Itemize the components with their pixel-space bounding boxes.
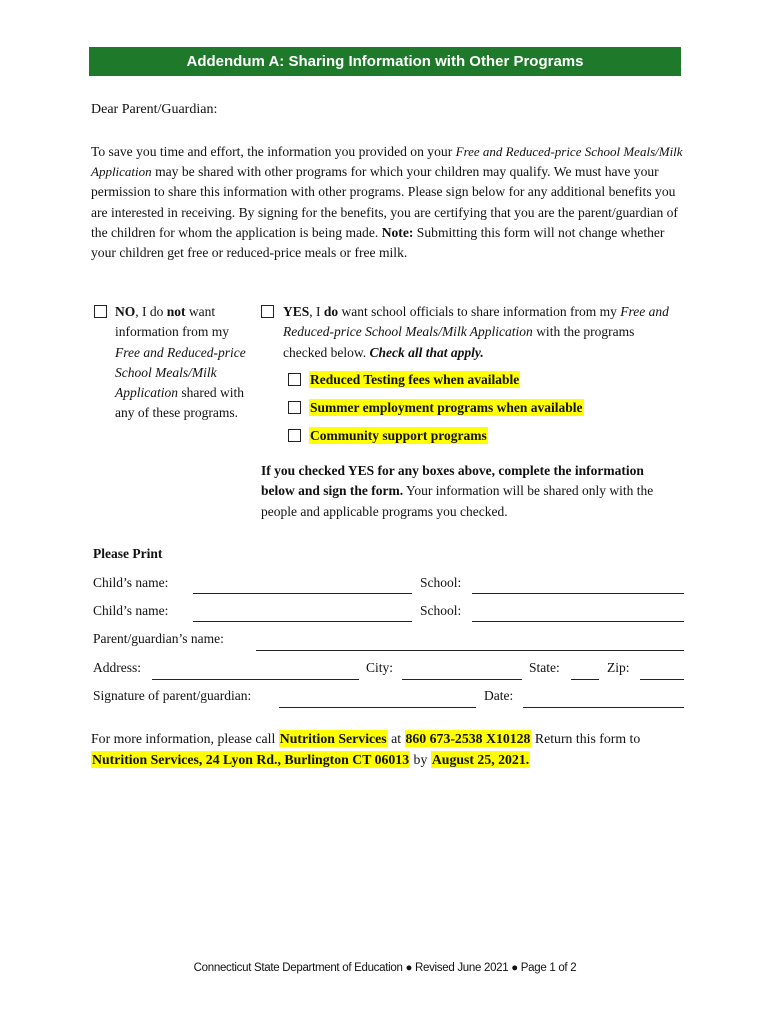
check-all-label: Check all that apply. <box>369 344 484 360</box>
state-label: State: <box>529 660 560 675</box>
no-checkbox[interactable] <box>94 305 107 318</box>
if-yes-bold: If you checked YES for any boxes above, complete the information below and sign the form. <box>261 463 644 499</box>
return-deadline: August 25, 2021. <box>431 751 530 767</box>
school-label-1: School: <box>420 575 462 590</box>
state-field[interactable] <box>571 679 599 680</box>
intro-app-name: Free and Reduced-price School Meals/Milk Application <box>91 144 683 180</box>
yes-checkbox[interactable] <box>261 305 274 318</box>
parent-name-label: Parent/guardian’s name: <box>93 631 224 646</box>
option-yes-text <box>283 302 681 363</box>
more-info-t2: at <box>387 731 405 746</box>
more-info-t3: Return this form to <box>531 731 641 746</box>
more-info-t4: by <box>410 751 431 767</box>
date-label: Date: <box>484 688 514 703</box>
page-title: Addendum A: Sharing Information with Other Programs <box>186 53 584 70</box>
contact-name: Nutrition Services <box>279 731 387 746</box>
option-no-app-name: Free and Reduced-price School Meals/Milk Application <box>115 344 246 401</box>
option-yes-do: do <box>323 304 339 319</box>
date-field[interactable] <box>523 707 684 708</box>
if-yes-rest: Your information will be shared only with the people and applicable programs you checked. <box>261 483 654 519</box>
intro-paragraph <box>91 142 689 263</box>
option-no <box>94 302 254 424</box>
zip-label: Zip: <box>607 660 630 675</box>
option-no-t2: want information from my <box>115 304 229 340</box>
signature-field[interactable] <box>279 707 476 708</box>
childs-name-label-1: Child’s name: <box>93 575 169 590</box>
program-checkbox-summer-employment[interactable] <box>288 401 301 414</box>
option-yes-bold: YES <box>283 304 310 319</box>
option-yes-t2: want school officials to share information from my <box>338 304 621 319</box>
program-checkbox-community-support[interactable] <box>288 429 301 442</box>
program-checklist <box>288 370 584 454</box>
parent-name-field[interactable] <box>256 650 684 651</box>
page-title-banner <box>89 47 681 76</box>
intro-note-label: Note: <box>381 224 414 240</box>
option-yes-t3: with the programs checked below. <box>283 324 635 360</box>
option-no-not: not <box>166 304 186 319</box>
return-address: Nutrition Services, 24 Lyon Rd., Burlington CT 06013 <box>92 751 410 767</box>
intro-text-1: To save you time and effort, the information you provided on your <box>91 144 456 159</box>
program-item <box>288 426 584 454</box>
childs-name-field-1[interactable] <box>193 593 412 594</box>
childs-name-label-2: Child’s name: <box>93 603 169 618</box>
program-item <box>288 370 584 398</box>
address-field[interactable] <box>152 679 359 680</box>
school-field-2[interactable] <box>472 621 684 622</box>
intro-text-3: Submitting this form will not change whether your children get free or reduced-price meals or free milk. <box>91 224 665 261</box>
salutation: Dear Parent/Guardian: <box>91 102 218 117</box>
intro-text-2: may be shared with other programs for which your children may qualify. We must have your permission to share this information with other programs. Please sign below for any additional benefits you are interested in receiving. By signing for the benefits, you are certifying that you are the parent/guardian of the children for whom the application is being made. <box>91 164 678 240</box>
option-no-t3: shared with any of these programs. <box>115 385 244 421</box>
option-no-t1: , I do <box>135 304 167 319</box>
more-info-paragraph <box>91 729 691 770</box>
address-label: Address: <box>93 660 141 675</box>
city-label: City: <box>366 660 394 675</box>
program-checkbox-reduced-testing[interactable] <box>288 373 301 386</box>
contact-phone: 860 673-2538 X10128 <box>405 731 531 746</box>
option-no-bold: NO <box>115 304 136 319</box>
if-yes-instructions <box>261 461 661 522</box>
page-footer: Connecticut State Department of Education ● Revised June 2021 ● Page 1 of 2 <box>193 962 577 974</box>
program-label: Community support programs <box>310 428 487 443</box>
option-no-text <box>115 302 254 424</box>
school-label-2: School: <box>420 603 462 618</box>
signature-label: Signature of parent/guardian: <box>93 688 252 703</box>
program-label: Summer employment programs when available <box>310 400 583 415</box>
please-print-heading: Please Print <box>93 546 163 561</box>
city-field[interactable] <box>402 679 522 680</box>
zip-field[interactable] <box>640 679 684 680</box>
option-yes-t1: , I <box>309 304 324 319</box>
program-label: Reduced Testing fees when available <box>310 372 520 387</box>
more-info-t1: For more information, please call <box>91 731 279 746</box>
program-item <box>288 398 584 426</box>
option-yes-app-name: Free and Reduced-price School Meals/Milk Application <box>283 304 669 340</box>
childs-name-field-2[interactable] <box>193 621 412 622</box>
option-yes <box>261 302 681 363</box>
school-field-1[interactable] <box>472 593 684 594</box>
